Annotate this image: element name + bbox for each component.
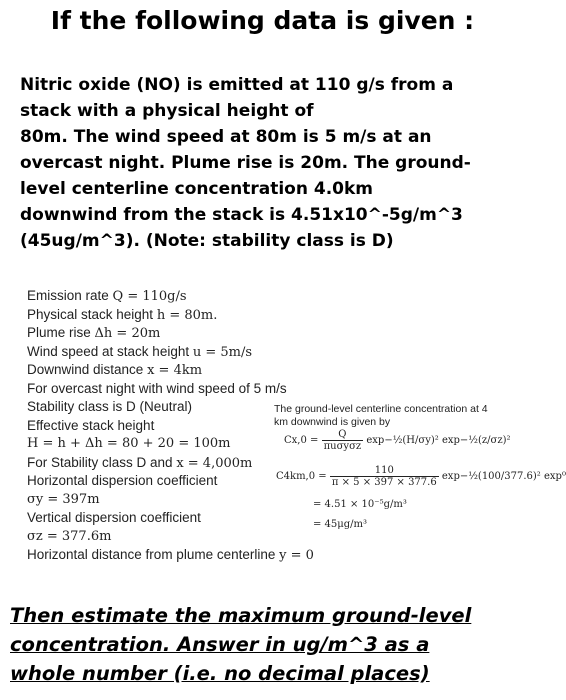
problem-line: Nitric oxide (NO) is emitted at 110 g/s from a xyxy=(20,75,454,95)
equation-exponential: exp−½(H/σy)² exp−½(z/σz)² xyxy=(366,435,511,446)
result-equation: = 4.51 × 10⁻⁵g/m³ xyxy=(313,499,407,510)
equation-lhs: Cx,0 = xyxy=(284,435,319,446)
result-equation-ug: = 45μg/m³ xyxy=(313,519,368,530)
downwind-distance-label: Downwind distance xyxy=(27,362,148,377)
sigma-z-value: σz = 377.6m xyxy=(27,528,112,544)
equation-exponential: exp−½(100/377.6)² exp⁰ xyxy=(441,471,566,482)
horizontal-distance-label: Horizontal distance from plume centerline xyxy=(27,547,280,562)
substituted-equation xyxy=(276,465,566,488)
problem-line: level centerline concentration 4.0km xyxy=(20,179,374,199)
problem-line: overcast night. Plume rise is 20m. The ground- xyxy=(20,153,471,173)
sigma-y-value: σy = 397m xyxy=(27,491,100,507)
fraction-numerator: Q xyxy=(322,429,364,441)
effective-height-label: Effective stack height xyxy=(27,417,155,433)
emission-rate-value: Q = 110g/s xyxy=(112,289,187,304)
fraction-denominator: π × 5 × 397 × 377.6 xyxy=(331,477,437,488)
equation-fraction xyxy=(322,429,364,452)
stability-distance-value: x = 4,000m xyxy=(176,455,253,471)
stack-height-value: h = 80m. xyxy=(156,307,218,323)
final-question-line: concentration. Answer in ug/m^3 as a xyxy=(10,633,430,656)
stack-height-line xyxy=(27,306,287,325)
concentration-solution xyxy=(274,403,519,429)
horizontal-distance-value: y = 0 xyxy=(279,548,314,563)
stability-class-line xyxy=(27,454,287,473)
final-question xyxy=(10,601,520,688)
stack-height-label: Physical stack height xyxy=(27,306,157,322)
downwind-distance-line xyxy=(27,361,287,380)
stability-class-label: For Stability class D and xyxy=(27,454,177,470)
stability-text: Stability class is D (Neutral) xyxy=(27,399,193,414)
wind-speed-label: Wind speed at stack height xyxy=(27,343,193,359)
question-title: If the following data is given : xyxy=(50,6,475,35)
horizontal-distance-line xyxy=(27,546,314,565)
final-question-line: whole number (i.e. no decimal places) xyxy=(10,662,430,685)
problem-line: stack with a physical height of xyxy=(20,101,314,121)
effective-height-equation: H = h + Δh = 80 + 20 = 100m xyxy=(27,436,231,451)
overcast-text: For overcast night with wind speed of 5 m/s xyxy=(27,380,287,396)
vertical-dispersion-label: Vertical dispersion coefficient xyxy=(27,510,201,525)
downwind-distance-value: x = 4km xyxy=(147,363,203,378)
problem-line: downwind from the stack is 4.51x10^-5g/m^3 xyxy=(20,205,463,225)
wind-speed-line xyxy=(27,343,287,362)
problem-statement xyxy=(20,72,515,254)
fraction-denominator: πuσyσz xyxy=(323,441,362,452)
general-equation xyxy=(284,429,511,452)
wind-speed-value: u = 5m/s xyxy=(192,344,253,360)
emission-rate-line xyxy=(27,287,287,306)
plume-rise-line xyxy=(27,324,287,343)
horizontal-dispersion-label: Horizontal dispersion coefficient xyxy=(27,473,218,488)
solution-intro-line: The ground-level centerline concentration at 4 xyxy=(274,403,488,415)
emission-rate-label: Emission rate xyxy=(27,288,113,303)
equation-fraction xyxy=(330,465,439,488)
problem-line: (45ug/m^3). (Note: stability class is D) xyxy=(20,231,394,251)
fraction-numerator: 110 xyxy=(330,465,439,477)
plume-rise-value: Δh = 20m xyxy=(94,326,161,341)
final-question-line: Then estimate the maximum ground-level xyxy=(10,604,472,627)
problem-line: 80m. The wind speed at 80m is 5 m/s at an xyxy=(20,127,432,147)
solution-intro-line: km downwind is given by xyxy=(274,416,391,428)
equation-lhs: C4km,0 = xyxy=(276,471,327,482)
plume-rise-label: Plume rise xyxy=(27,325,95,340)
